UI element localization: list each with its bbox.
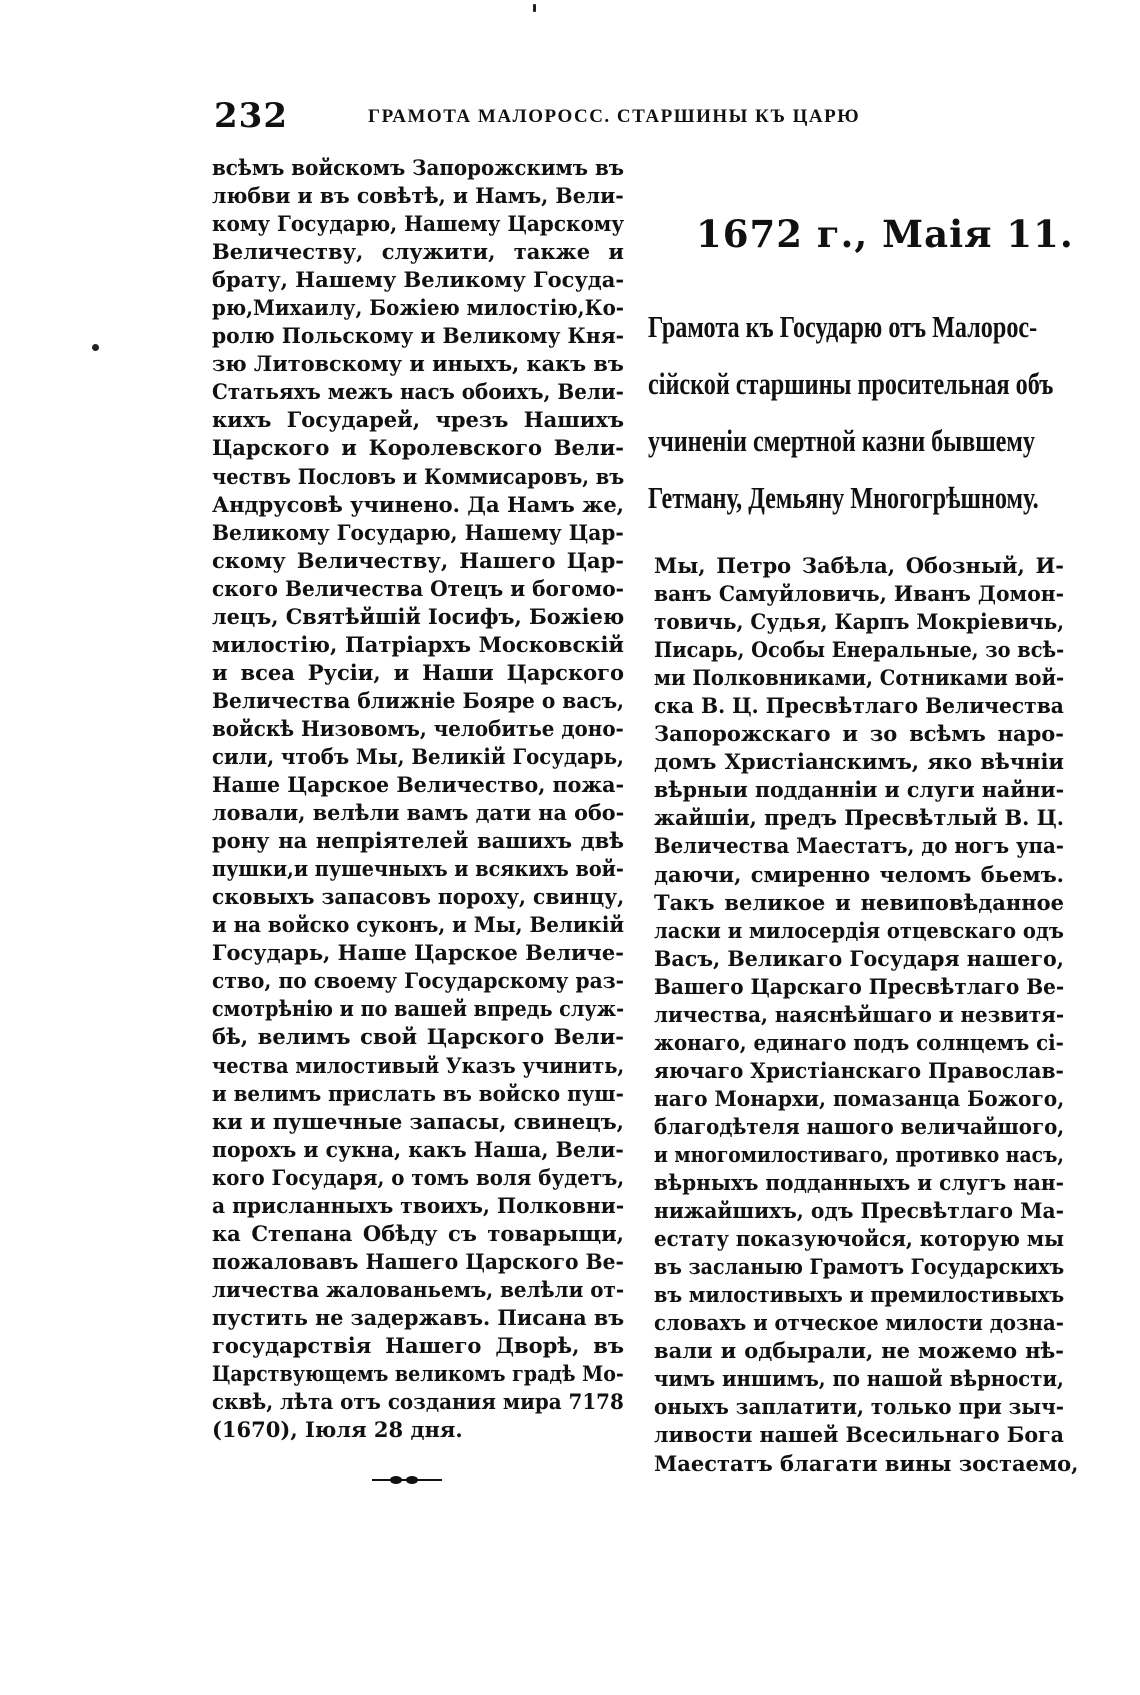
page-number: 232	[214, 96, 288, 136]
text-line: Васъ, Великаго Государя нашего,	[654, 945, 1064, 971]
text-line: лецъ, Святѣйшiй Iосифъ, Божiею	[212, 603, 625, 629]
text-line: кому Государю, Нашему Царскому	[212, 211, 625, 237]
text-line: Вашего Царскаго Пресвѣтлаго Ве-	[654, 973, 1065, 999]
text-line: бѣ, велимъ свой Царского Вели-	[212, 1024, 624, 1050]
title-line: Грамота къ Государю отъ Малорос-	[648, 309, 1038, 344]
text-line: Царского и Королевского Вели-	[212, 435, 624, 461]
text-line: ласки и милосердiя отцевскаго одъ	[654, 917, 1064, 943]
text-line: жайшiи, предъ Пресвѣтлый В. Ц.	[654, 805, 1064, 831]
text-line: любви и въ совѣтѣ, и Намъ, Вели-	[212, 183, 624, 209]
text-line: личества, наяснѣйшаго и незвитя-	[654, 1001, 1065, 1027]
text-line: ского Величества Отецъ и богомо-	[212, 575, 624, 601]
end-ornament	[372, 1474, 442, 1486]
text-line: вѣрныи подданнiи и слуги найни-	[654, 777, 1065, 803]
text-line: милостiю, Патрiархъ Московскiй	[212, 631, 624, 657]
text-line: наго Монархи, помазанца Божого,	[654, 1085, 1065, 1111]
text-line: ки и пушечные запасы, свинецъ,	[212, 1108, 624, 1134]
text-line: яючаго Христiанскаго Православ-	[654, 1057, 1064, 1083]
text-line: чествъ Пословъ и Коммисаровъ, въ	[212, 463, 625, 489]
text-line: Статьяхъ межъ насъ обоихъ, Вели-	[212, 379, 624, 405]
text-line: государствiя Нашего Дворѣ, въ	[212, 1332, 624, 1358]
text-line: Величества Маестатъ, до ногъ упа-	[654, 833, 1064, 859]
text-line: всѣмъ войскомъ Запорожскимъ въ	[212, 155, 624, 180]
text-line: ска В. Ц. Пресвѣтлаго Величества	[654, 693, 1064, 719]
text-line: зю Литовскому и иныхъ, какъ въ	[212, 351, 624, 377]
text-line: даючи, смиренно челомъ бьемъ.	[654, 861, 1064, 887]
title-line: Гетману, Демьяну Многогрѣшному.	[648, 480, 1039, 515]
title-line: сiйской старшины просительная объ	[648, 366, 1054, 401]
text-line: естату показуючойся, которую мы	[654, 1226, 1065, 1252]
text-line: вѣрныхъ подданныхъ и слугъ нан-	[654, 1170, 1064, 1196]
text-line: Государь, Наше Царское Величе-	[212, 940, 624, 966]
text-line: и велимъ прислать въ войско пуш-	[212, 1080, 624, 1106]
text-line: рю,Михаилу, Божiею милостiю,Ко-	[212, 295, 624, 321]
text-line: благодѣтеля нашого величайшого,	[654, 1113, 1065, 1139]
text-line: Запорожскаго и зо всѣмъ наро-	[654, 721, 1065, 747]
text-line: Андрусовѣ учинено. Да Намъ же,	[212, 491, 624, 517]
text-line: (1670), Iюля 28 дня.	[212, 1417, 463, 1443]
left-column	[212, 154, 624, 1444]
text-line: Наше Царское Величество, пожа-	[212, 772, 625, 798]
text-line: ролю Польскому и Великому Кня-	[212, 323, 625, 349]
text-line: Маестатъ благати вины зостаемо,	[654, 1450, 1079, 1476]
text-line: домъ Христiанскимъ, яко вѣчнiи	[654, 749, 1065, 775]
text-line: и всеа Русiи, и Наши Царского	[212, 659, 624, 685]
text-line: пушки,и пушечныхъ и всякихъ вой-	[212, 856, 624, 882]
text-line: сковыхъ запасовъ пороху, свинцу,	[212, 884, 625, 910]
text-line: и многомилостиваго, противко насъ,	[654, 1141, 1064, 1167]
text-line: чимъ иншимъ, по нашой вѣрности,	[654, 1366, 1064, 1392]
text-line: а присланныхъ твоихъ, Полковни-	[212, 1192, 625, 1218]
text-line: вали и одбырали, не можемо нѣ-	[654, 1338, 1065, 1364]
text-line: ловали, велѣли вамъ дати на обо-	[212, 800, 625, 826]
text-line: Царствующемъ великомъ градѣ Мо-	[212, 1361, 624, 1387]
text-line: пустить не задержавъ. Писана въ	[212, 1304, 625, 1330]
text-line: брату, Нашему Великому Госуда-	[212, 267, 625, 293]
text-line: жонаго, единаго подъ солнцемъ сi-	[654, 1029, 1064, 1055]
text-line: ми Полковниками, Сотниками вой-	[654, 665, 1065, 691]
text-line: оныхъ заплатити, только при зыч-	[654, 1394, 1065, 1420]
text-line: войскѣ Низовомъ, челобитье доно-	[212, 715, 624, 741]
text-line: сили, чтобъ Мы, Великiй Государь,	[212, 743, 624, 769]
right-column	[654, 552, 1079, 1478]
text-line: кого Государя, о томъ воля будетъ,	[212, 1164, 625, 1190]
document-date: 1672 г., Маiя 11.	[696, 212, 1074, 256]
text-line: Мы, Петро Забѣла, Обозный, И-	[654, 553, 1065, 578]
text-line: ванъ Самуйловичь, Иванъ Домон-	[654, 581, 1065, 607]
text-line: смотрѣнiю и по вашей впредь служ-	[212, 996, 625, 1022]
text-line: скому Величеству, Нашего Цар-	[212, 547, 624, 573]
text-line: словахъ и отческое милости дозна-	[654, 1310, 1064, 1336]
text-line: въ засланыю Грамотъ Государскихъ	[654, 1254, 1065, 1280]
text-line: кихъ Государей, чрезъ Нашихъ	[212, 407, 624, 433]
text-line: нижайшихъ, одъ Пресвѣтлаго Ма-	[654, 1198, 1065, 1224]
text-line: Величества ближнiе Бояре о васъ,	[212, 687, 625, 713]
text-line: Такъ великое и невиповѣданное	[654, 889, 1064, 915]
print-speck	[533, 4, 536, 12]
running-head: ГРАМОТА МАЛОРОСС. СТАРШИНЫ КЪ ЦАРЮ	[368, 106, 861, 127]
text-line: ливости нашей Всесильнаго Бога	[654, 1422, 1065, 1448]
text-line: товичь, Судья, Карпъ Мокрiевичь,	[654, 609, 1065, 635]
text-line: чества милостивый Указъ учинить,	[212, 1052, 625, 1078]
text-line: и на войско суконъ, и Мы, Великiй	[212, 912, 625, 938]
title-line: учиненiи смертной казни бывшему	[648, 423, 1035, 458]
text-line: пожаловавъ Нашего Царского Ве-	[212, 1248, 624, 1274]
text-line: ка Степана Обѣду съ товарыщи,	[212, 1220, 624, 1246]
text-line: Величеству, служити, также и	[212, 239, 625, 265]
text-line: личества жалованьемъ, велѣли от-	[212, 1276, 625, 1302]
text-line: ство, по своему Государскому раз-	[212, 968, 625, 994]
text-line: въ милостивыхъ и премилостивыхъ	[654, 1282, 1065, 1308]
text-line: порохъ и сукна, какъ Наша, Вели-	[212, 1136, 624, 1162]
print-speck	[92, 344, 99, 351]
text-line: Писарь, Особы Енеральные, зо всѣ-	[654, 637, 1065, 663]
document-title	[648, 298, 1068, 526]
text-line: рону на непрiятелей вашихъ двѣ	[212, 828, 625, 854]
text-line: Великому Государю, Нашему Цар-	[212, 519, 624, 545]
text-line: сквѣ, лѣта отъ создания мира 7178	[212, 1389, 624, 1415]
